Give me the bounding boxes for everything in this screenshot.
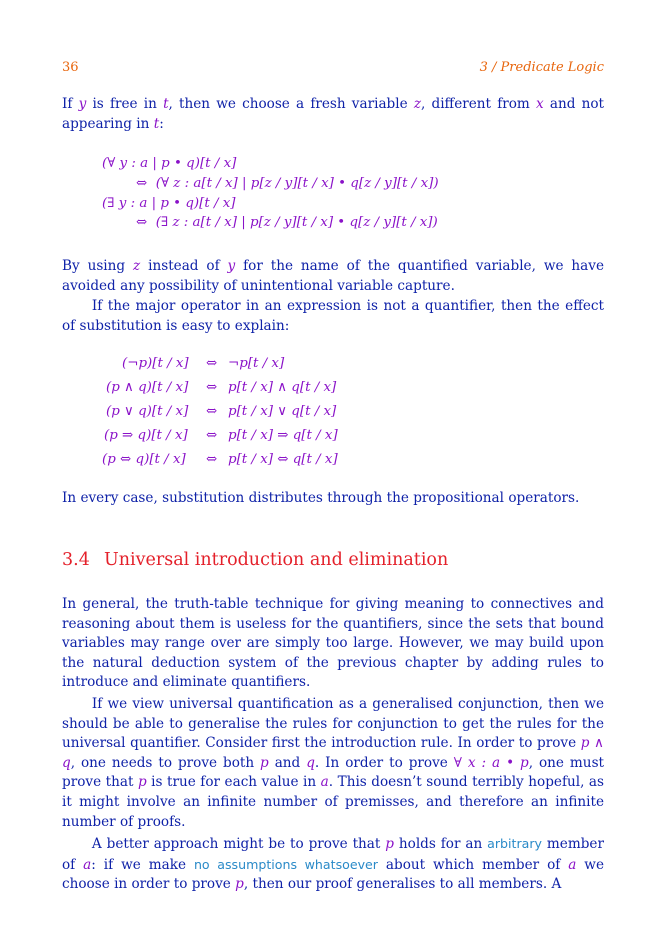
paragraph-fresh-variable: If y is free in t, then we choose a fresh variable z, different from x and not appearing in t: [62, 96, 604, 132]
display-op: ⇔ [206, 404, 218, 419]
display-rhs: p[t / x] ∨ q[t / x] [228, 404, 337, 419]
paragraph-arbitrary-member: A better approach might be to prove that p holds for an arbitrary member of a: if we make no assumptions whatsoever about which member of a we choose in order to prove p, then our proof generalises to all members. A [62, 836, 604, 893]
paragraph-truth-table: In general, the truth-table technique for giving meaning to connectives and reasoning about them is useless for the quantifiers, since the sets that bound variables may range over are simply too large. However, we may build upon the natural deduction system of the previous chapter by adding rules to introduce and eliminate quantifiers. [62, 596, 604, 691]
display-line: ⇔ (∀ z : a[t / x] | p[z / y][t / x] • q[z / y][t / x]) [136, 176, 439, 191]
display-op: ⇔ [206, 428, 218, 443]
display-rhs: p[t / x] ⇔ q[t / x] [228, 452, 338, 467]
display-line: (∃ y : a | p • q)[t / x] [102, 196, 236, 211]
display-line: (∀ y : a | p • q)[t / x] [102, 156, 237, 171]
display-lhs: (¬p)[t / x] [122, 356, 189, 371]
display-lhs: (p ∨ q)[t / x] [106, 404, 189, 419]
display-line: ⇔ (∃ z : a[t / x] | p[z / y][t / x] • q[z / y][t / x]) [136, 215, 438, 230]
section-heading [62, 550, 448, 570]
display-op: ⇔ [206, 356, 218, 371]
display-rhs: p[t / x] ⇒ q[t / x] [228, 428, 338, 443]
display-rhs: p[t / x] ∧ q[t / x] [228, 380, 337, 395]
display-lhs: (p ∧ q)[t / x] [106, 380, 189, 395]
display-op: ⇔ [206, 452, 218, 467]
display-lhs: (p ⇔ q)[t / x] [102, 452, 186, 467]
display-op: ⇔ [206, 380, 218, 395]
paragraph-every-case: In every case, substitution distributes through the propositional operators. [62, 490, 580, 506]
emphasis-no-assumptions: no assumptions whatsoever [193, 856, 378, 872]
display-lhs: (p ⇒ q)[t / x] [104, 428, 188, 443]
page-number: 36 [62, 60, 79, 75]
chapter-title: 3 / Predicate Logic [479, 60, 604, 75]
section-number: 3.4 [62, 550, 90, 570]
paragraph-generalised-conjunction: If we view universal quantification as a generalised conjunction, then we should be able to generalise the rules for conjunction to get the rules for the universal quantifier. Consider first the introduction rule. In order to prove p ∧ q, one needs to prove both p and q. In order to prove ∀ x : a • p, one must prove that p is true for each value in a. This doesn’t sound terribly hopeful, as it might involve an infinite number of premisses, and therefore an infinite number of proofs. [62, 696, 605, 830]
emphasis-arbitrary: arbitrary [487, 836, 542, 851]
section-title-text: Universal introduction and elimination [104, 550, 449, 570]
paragraph-major-operator: If the major operator in an expression is not a quantifier, then the effect of substitution is easy to explain: [62, 298, 604, 334]
paragraph-avoid-capture: By using z instead of y for the name of the quantified variable, we have avoided any possibility of unintentional variable capture. [62, 258, 604, 294]
display-rhs: ¬p[t / x] [228, 356, 285, 371]
